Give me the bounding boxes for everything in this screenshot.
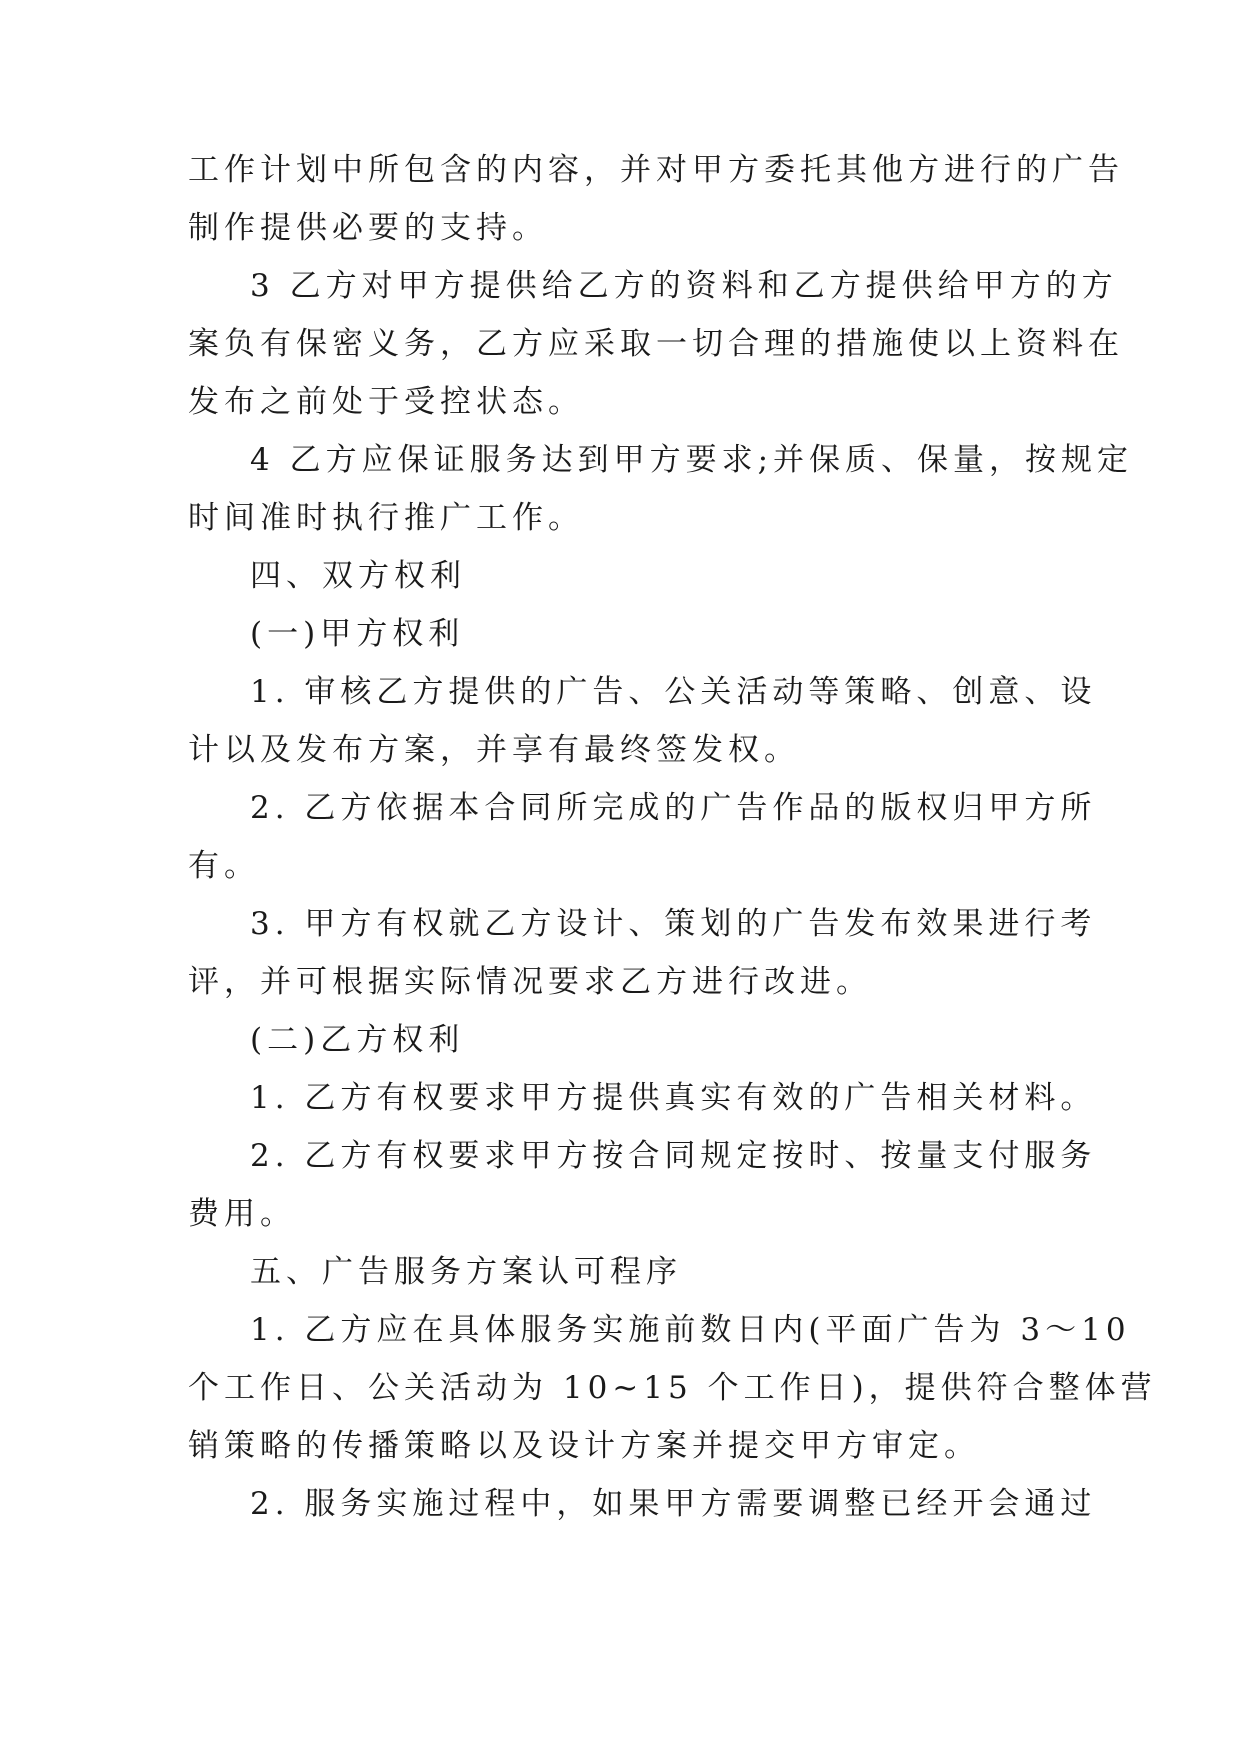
text-line: 2. 服务实施过程中，如果甲方需要调整已经开会通过 bbox=[250, 1486, 1097, 1522]
text-line: 计以及发布方案，并享有最终签发权。 bbox=[188, 732, 800, 768]
text-line: 3. 甲方有权就乙方设计、策划的广告发布效果进行考 bbox=[250, 906, 1097, 942]
text-line: 费用。 bbox=[188, 1196, 296, 1232]
text-line: 1. 乙方应在具体服务实施前数日内(平面广告为 3～10 bbox=[250, 1312, 1131, 1348]
subsection-heading: (二)乙方权利 bbox=[250, 1022, 465, 1058]
text-line: 有。 bbox=[188, 848, 260, 884]
text-line: 评，并可根据实际情况要求乙方进行改进。 bbox=[188, 964, 872, 1000]
text-line: 案负有保密义务，乙方应采取一切合理的措施使以上资料在 bbox=[188, 326, 1124, 362]
text-line: 2. 乙方依据本合同所完成的广告作品的版权归甲方所 bbox=[250, 790, 1097, 826]
text-line: 个工作日、公关活动为 10~15 个工作日)，提供符合整体营 bbox=[188, 1370, 1157, 1406]
text-line: 1. 审核乙方提供的广告、公关活动等策略、创意、设 bbox=[250, 674, 1097, 710]
text-line: 时间准时执行推广工作。 bbox=[188, 500, 584, 536]
text-line: 1. 乙方有权要求甲方提供真实有效的广告相关材料。 bbox=[250, 1080, 1097, 1116]
subsection-heading: (一)甲方权利 bbox=[250, 616, 465, 652]
text-line: 发布之前处于受控状态。 bbox=[188, 384, 584, 420]
text-line: 制作提供必要的支持。 bbox=[188, 210, 548, 246]
section-heading: 五、广告服务方案认可程序 bbox=[250, 1254, 682, 1290]
text-line: 销策略的传播策略以及设计方案并提交甲方审定。 bbox=[188, 1428, 980, 1464]
text-line: 工作计划中所包含的内容，并对甲方委托其他方进行的广告 bbox=[188, 152, 1124, 188]
text-line: 4 乙方应保证服务达到甲方要求;并保质、保量，按规定 bbox=[250, 442, 1134, 478]
text-line: 2. 乙方有权要求甲方按合同规定按时、按量支付服务 bbox=[250, 1138, 1097, 1174]
section-heading: 四、双方权利 bbox=[250, 558, 466, 594]
text-line: 3 乙方对甲方提供给乙方的资料和乙方提供给甲方的方 bbox=[250, 268, 1118, 304]
